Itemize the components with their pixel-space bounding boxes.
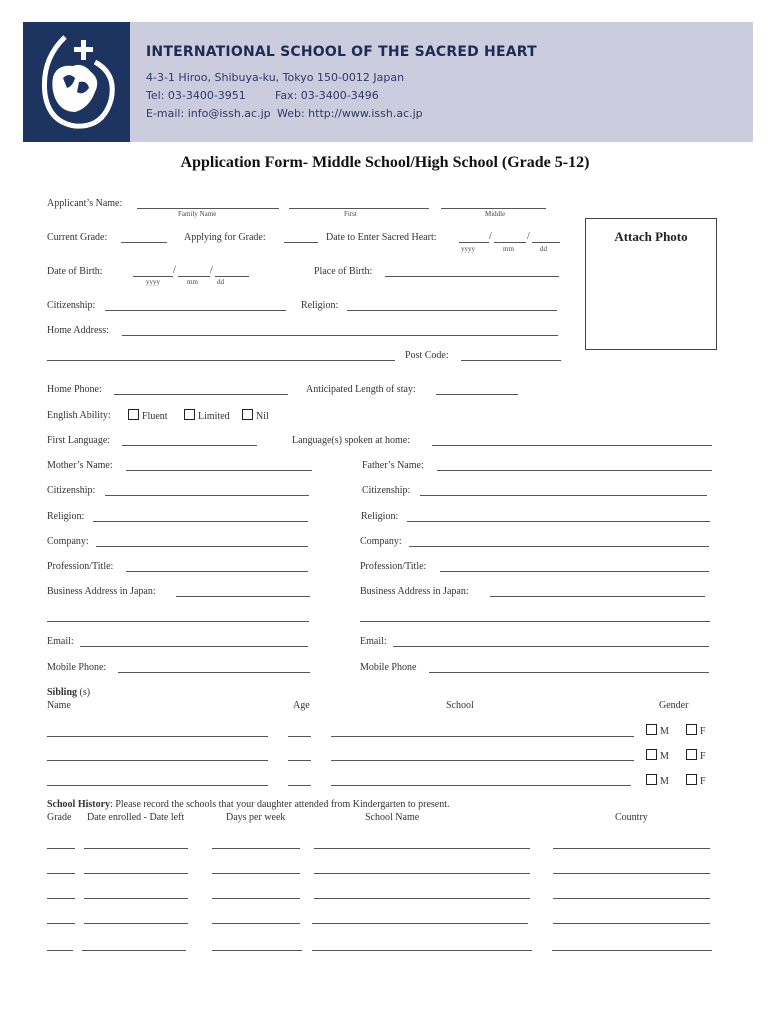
history-row-country-field[interactable] — [553, 898, 710, 899]
middle-name-caption: Middle — [485, 210, 506, 218]
sibling-gender-header: Gender — [659, 700, 689, 711]
anticipated-stay-field[interactable] — [436, 394, 518, 395]
sibling-heading-bold: Sibling — [47, 687, 78, 698]
school-logo-panel — [23, 22, 130, 142]
middle-name-field[interactable] — [441, 208, 546, 209]
female-label: F — [700, 726, 706, 737]
limited-checkbox[interactable] — [184, 409, 230, 422]
sibling-name-header: Name — [47, 700, 71, 711]
home-phone-field[interactable] — [114, 394, 288, 395]
post-code-label: Post Code: — [405, 350, 449, 361]
sibling-heading — [47, 687, 90, 698]
current-grade-label: Current Grade: — [47, 232, 108, 243]
home-phone-label: Home Phone: — [47, 384, 102, 395]
mother-company-label: Company: — [47, 536, 89, 547]
sibling-1-male-checkbox[interactable] — [646, 724, 669, 737]
mother-religion-field[interactable] — [93, 521, 308, 522]
dob-day-field[interactable] — [215, 276, 249, 277]
father-citizenship-field[interactable] — [420, 495, 707, 496]
date-slash: / — [527, 231, 530, 242]
school-header — [23, 22, 753, 142]
sibling-3-female-checkbox[interactable] — [686, 774, 706, 787]
religion-field[interactable] — [347, 310, 557, 311]
sibling-age-header: Age — [293, 700, 310, 711]
fluent-label: Fluent — [142, 411, 168, 422]
history-row-days-field[interactable] — [212, 950, 302, 951]
school-tel: Tel: 03-3400-3951 — [146, 89, 246, 102]
history-row-grade-field[interactable] — [47, 923, 75, 924]
mother-email-field[interactable] — [80, 646, 308, 647]
home-address-line2-field[interactable] — [47, 360, 395, 361]
history-row-dates-field[interactable] — [84, 848, 188, 849]
father-profession-label: Profession/Title: — [360, 561, 427, 572]
father-mobile-label: Mobile Phone — [360, 662, 417, 673]
applying-grade-label: Applying for Grade: — [184, 232, 266, 243]
dob-mm-caption: mm — [187, 278, 198, 286]
first-name-caption: First — [344, 210, 357, 218]
father-citizenship-label: Citizenship: — [362, 485, 411, 496]
history-row-country-field[interactable] — [553, 923, 710, 924]
school-web: Web: http://www.issh.ac.jp — [277, 107, 423, 120]
date-slash: / — [210, 265, 213, 276]
mother-business-address-field[interactable] — [176, 596, 310, 597]
enter-yyyy-caption: yyyy — [461, 245, 475, 253]
attach-photo-label: Attach Photo — [614, 229, 688, 244]
dob-year-field[interactable] — [133, 276, 173, 277]
date-slash: / — [489, 231, 492, 242]
father-mobile-field[interactable] — [429, 672, 709, 673]
fathers-name-label: Father’s Name: — [362, 460, 424, 471]
first-name-field[interactable] — [289, 208, 429, 209]
history-row-country-field[interactable] — [552, 950, 712, 951]
home-address-field[interactable] — [122, 335, 558, 336]
father-religion-label: Religion: — [361, 511, 399, 522]
enter-day-field[interactable] — [532, 242, 560, 243]
history-row-dates-field[interactable] — [82, 950, 186, 951]
mother-profession-label: Profession/Title: — [47, 561, 114, 572]
sibling-2-age-field[interactable] — [288, 760, 311, 761]
father-company-label: Company: — [360, 536, 402, 547]
mother-business-address-label: Business Address in Japan: — [47, 586, 156, 597]
enter-mm-caption: mm — [503, 245, 514, 253]
mother-profession-field[interactable] — [126, 571, 308, 572]
current-grade-field[interactable] — [121, 242, 167, 243]
father-business-address-line2[interactable] — [360, 621, 710, 622]
mother-mobile-field[interactable] — [118, 672, 310, 673]
sibling-1-female-checkbox[interactable] — [686, 724, 706, 737]
fathers-name-field[interactable] — [437, 470, 712, 471]
nil-label: Nil — [256, 411, 269, 422]
school-fax: Fax: 03-3400-3496 — [275, 89, 379, 102]
limited-label: Limited — [198, 411, 230, 422]
place-of-birth-label: Place of Birth: — [314, 266, 373, 277]
family-name-field[interactable] — [137, 208, 279, 209]
mother-mobile-label: Mobile Phone: — [47, 662, 107, 673]
sibling-2-male-checkbox[interactable] — [646, 749, 669, 762]
form-title: Application Form- Middle School/High School (Grade 5-12) — [180, 154, 590, 171]
history-row-days-field[interactable] — [212, 873, 300, 874]
english-ability-label: English Ability: — [47, 410, 111, 421]
history-row-days-field[interactable] — [212, 898, 300, 899]
female-label: F — [700, 751, 706, 762]
history-row-dates-field[interactable] — [84, 898, 188, 899]
school-name: INTERNATIONAL SCHOOL OF THE SACRED HEART — [146, 44, 537, 60]
female-label: F — [700, 776, 706, 787]
school-logo-icon — [23, 22, 130, 142]
father-profession-field[interactable] — [440, 571, 709, 572]
languages-spoken-label: Language(s) spoken at home: — [292, 435, 411, 446]
history-school-header: School Name — [365, 812, 420, 823]
history-row-dates-field[interactable] — [84, 873, 188, 874]
sibling-heading-suffix: (s) — [77, 687, 91, 698]
father-email-field[interactable] — [393, 646, 709, 647]
sibling-1-school-field[interactable] — [331, 736, 634, 737]
dob-dd-caption: dd — [217, 278, 224, 286]
father-email-label: Email: — [360, 636, 387, 647]
mother-company-field[interactable] — [96, 546, 308, 547]
applying-grade-field[interactable] — [284, 242, 318, 243]
mothers-name-field[interactable] — [126, 470, 312, 471]
date-enter-label: Date to Enter Sacred Heart: — [326, 232, 437, 243]
male-label: M — [660, 726, 669, 737]
sibling-2-name-field[interactable] — [47, 760, 268, 761]
place-of-birth-field[interactable] — [385, 276, 559, 277]
dob-label: Date of Birth: — [47, 266, 103, 277]
first-language-field[interactable] — [122, 445, 257, 446]
history-row-school-field[interactable] — [312, 950, 532, 951]
history-row-grade-field[interactable] — [47, 848, 75, 849]
history-row-days-field[interactable] — [212, 848, 300, 849]
history-row-days-field[interactable] — [212, 923, 300, 924]
father-religion-field[interactable] — [407, 521, 710, 522]
post-code-field[interactable] — [461, 360, 561, 361]
school-history-heading — [47, 799, 450, 810]
history-row-grade-field[interactable] — [47, 898, 75, 899]
history-row-school-field[interactable] — [314, 848, 530, 849]
history-grade-header: Grade — [47, 812, 72, 823]
history-row-grade-field[interactable] — [47, 950, 73, 951]
nil-checkbox[interactable] — [242, 409, 269, 422]
citizenship-field[interactable] — [105, 310, 286, 311]
sibling-1-age-field[interactable] — [288, 736, 311, 737]
history-country-header: Country — [615, 812, 648, 823]
mother-business-address-line2[interactable] — [47, 621, 309, 622]
history-dates-header: Date enrolled - Date left — [87, 812, 185, 823]
school-address: 4-3-1 Hiroo, Shibuya-ku, Tokyo 150-0012 Japan — [146, 71, 405, 84]
enter-year-field[interactable] — [459, 242, 489, 243]
anticipated-stay-label: Anticipated Length of stay: — [306, 384, 416, 395]
school-history-note: : Please record the schools that your daughter attended from Kindergarten to present. — [110, 799, 450, 810]
father-business-address-label: Business Address in Japan: — [360, 586, 469, 597]
mother-citizenship-field[interactable] — [105, 495, 309, 496]
sibling-3-age-field[interactable] — [288, 785, 311, 786]
sibling-school-header: School — [446, 700, 474, 711]
father-company-field[interactable] — [409, 546, 709, 547]
history-row-school-field[interactable] — [314, 873, 530, 874]
male-label: M — [660, 751, 669, 762]
applicant-name-label: Applicant’s Name: — [47, 198, 123, 209]
male-label: M — [660, 776, 669, 787]
family-name-caption: Family Name — [178, 210, 217, 218]
first-language-label: First Language: — [47, 435, 111, 446]
citizenship-label: Citizenship: — [47, 300, 96, 311]
dob-yyyy-caption: yyyy — [146, 278, 160, 286]
enter-month-field[interactable] — [494, 242, 526, 243]
school-history-bold: School History — [47, 799, 111, 810]
mother-email-label: Email: — [47, 636, 74, 647]
mother-religion-label: Religion: — [47, 511, 85, 522]
languages-spoken-field[interactable] — [432, 445, 712, 446]
school-email: E-mail: info@issh.ac.jp — [146, 107, 271, 120]
sibling-3-school-field[interactable] — [331, 785, 631, 786]
sibling-3-male-checkbox[interactable] — [646, 774, 669, 787]
home-address-label: Home Address: — [47, 325, 109, 336]
history-row-grade-field[interactable] — [47, 873, 75, 874]
fluent-checkbox[interactable] — [128, 409, 168, 422]
sibling-2-female-checkbox[interactable] — [686, 749, 706, 762]
date-slash: / — [173, 265, 176, 276]
sibling-1-name-field[interactable] — [47, 736, 268, 737]
enter-dd-caption: dd — [540, 245, 547, 253]
mothers-name-label: Mother’s Name: — [47, 460, 113, 471]
sibling-3-name-field[interactable] — [47, 785, 268, 786]
history-row-country-field[interactable] — [553, 848, 710, 849]
mother-citizenship-label: Citizenship: — [47, 485, 96, 496]
history-days-header: Days per week — [226, 812, 286, 823]
sibling-2-school-field[interactable] — [331, 760, 634, 761]
history-row-dates-field[interactable] — [84, 923, 188, 924]
history-row-school-field[interactable] — [312, 923, 528, 924]
attach-photo-box[interactable] — [585, 218, 717, 350]
history-row-school-field[interactable] — [314, 898, 530, 899]
father-business-address-field[interactable] — [490, 596, 705, 597]
religion-label: Religion: — [301, 300, 339, 311]
dob-month-field[interactable] — [178, 276, 210, 277]
history-row-country-field[interactable] — [553, 873, 710, 874]
